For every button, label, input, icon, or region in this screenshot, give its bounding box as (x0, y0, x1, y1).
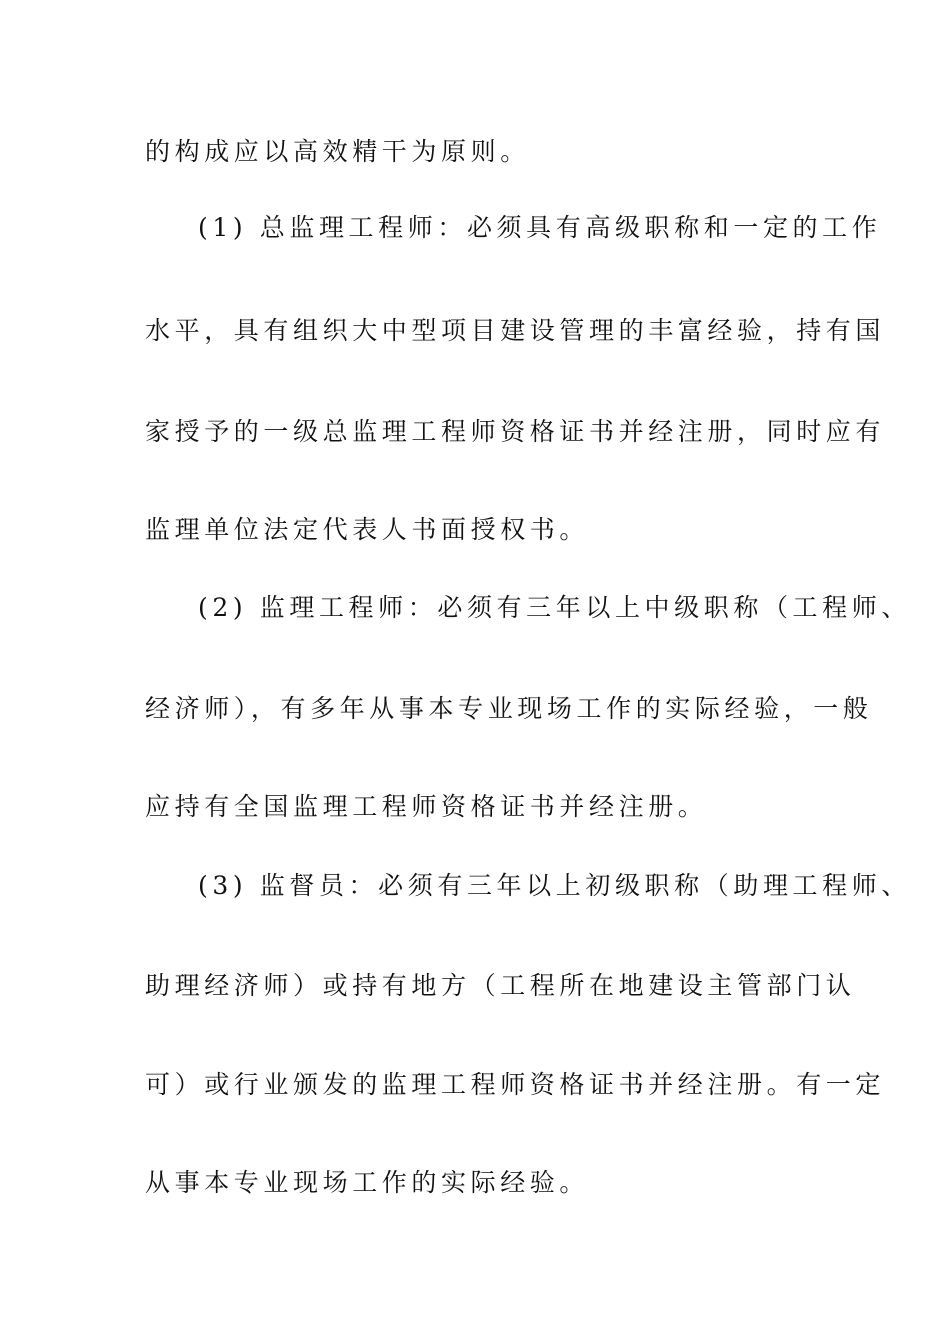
text-line: 家授予的一级总监理工程师资格证书并经注册，同时应有 (145, 417, 886, 446)
text-line: 经济师），有多年从事本专业现场工作的实际经验，一般 (145, 694, 873, 723)
text-line: 应持有全国监理工程师资格证书并经注册。 (145, 792, 708, 821)
text-line: 监理单位法定代表人书面授权书。 (145, 515, 590, 544)
text-line: 助理经济师）或持有地方（工程所在地建设主管部门认 (145, 971, 856, 1000)
text-line: (2) 监理工程师：必须有三年以上中级职称（工程师、 (198, 593, 911, 622)
text-line: 可）或行业颁发的监理工程师资格证书并经注册。有一定 (145, 1070, 886, 1099)
text-line: 的构成应以高效精干为原则。 (145, 137, 530, 166)
text-line: 从事本专业现场工作的实际经验。 (145, 1168, 590, 1197)
text-line: 水平，具有组织大中型项目建设管理的丰富经验，持有国 (145, 316, 886, 345)
text-line: (1) 总监理工程师：必须具有高级职称和一定的工作 (198, 213, 882, 242)
text-line: (3) 监督员：必须有三年以上初级职称（助理工程师、 (198, 871, 911, 900)
